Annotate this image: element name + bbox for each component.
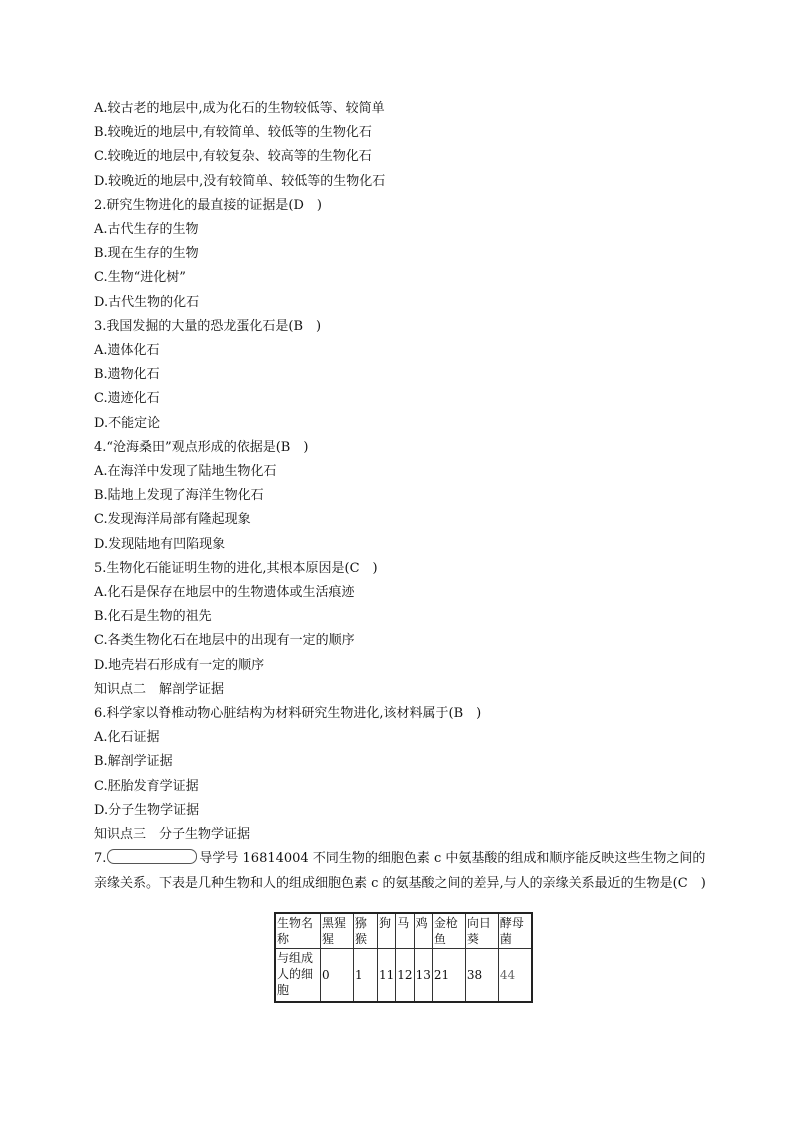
text-line: A.化石证据	[94, 730, 160, 746]
text-line: 6.科学家以脊椎动物心脏结构为材料研究生物进化,该材料属于(B )	[94, 706, 482, 722]
value-cell: 38	[465, 949, 498, 1003]
text-line: C.发现海洋局部有隆起现象	[94, 512, 251, 528]
text-line: B.解剖学证据	[94, 754, 173, 770]
text-line: D.地壳岩石形成有一定的顺序	[94, 657, 265, 673]
header-cell: 黑猩猩	[321, 913, 354, 949]
header-cell: 狗	[378, 913, 396, 949]
text-line: D.古代生物的化石	[94, 294, 200, 310]
question-lines	[94, 97, 714, 847]
text-line: B.陆地上发现了海洋生物化石	[94, 488, 264, 504]
text-line: C.生物“进化树”	[94, 270, 186, 286]
text-line: 知识点三 分子生物学证据	[94, 827, 251, 843]
text-line: C.胚胎发育学证据	[94, 778, 199, 794]
text-line: B.较晚近的地层中,有较简单、较低等的生物化石	[94, 125, 372, 141]
table-header-row	[275, 913, 532, 949]
text-line: A.化石是保存在地层中的生物遗体或生活痕迹	[94, 585, 355, 601]
header-cell: 向日葵	[465, 913, 498, 949]
text-line: D.不能定论	[94, 415, 161, 431]
value-cell: 0	[321, 949, 354, 1003]
value-cell: 12	[396, 949, 414, 1003]
text-line: 2.研究生物进化的最直接的证据是(D )	[94, 197, 322, 213]
text-line: B.遗物化石	[94, 367, 160, 383]
text-line: D.发现陆地有凹陷现象	[94, 536, 226, 552]
question-7-text: 导学号 16814004 不同生物的细胞色素 c 中氨基酸的组成和顺序能反映这些生物之间的亲缘关系。下表是几种生物和人的组成细胞色素 c 的氨基酸之间的差异,与人的亲缘关系最近的生物是(C )	[94, 851, 706, 891]
text-line: 5.生物化石能证明生物的进化,其根本原因是(C )	[94, 560, 378, 576]
text-line: 4.“沧海桑田”观点形成的依据是(B )	[94, 439, 309, 455]
header-cell: 酵母菌	[498, 913, 532, 949]
header-cell: 马	[396, 913, 414, 949]
text-line: D.分子生物学证据	[94, 802, 200, 818]
row-label-cell: 与组成人的细胞	[275, 949, 321, 1003]
logo-placeholder	[107, 849, 197, 864]
header-cell: 鸡	[414, 913, 432, 949]
text-line: C.较晚近的地层中,有较复杂、较高等的生物化石	[94, 149, 372, 165]
header-cell: 生物名称	[275, 913, 321, 949]
value-cell: 21	[432, 949, 465, 1003]
text-line: A.在海洋中发现了陆地生物化石	[94, 464, 277, 480]
text-line: C.各类生物化石在地层中的出现有一定的顺序	[94, 633, 355, 649]
text-line: 3.我国发掘的大量的恐龙蛋化石是(B )	[94, 318, 322, 334]
header-cell: 金枪鱼	[432, 913, 465, 949]
document-body	[94, 97, 714, 896]
question-7	[94, 847, 706, 895]
text-line: D.较晚近的地层中,没有较简单、较低等的生物化石	[94, 173, 386, 189]
text-line: A.遗体化石	[94, 343, 160, 359]
header-cell: 猕猴	[354, 913, 378, 949]
text-line: A.较古老的地层中,成为化石的生物较低等、较简单	[94, 101, 385, 116]
text-line: B.化石是生物的祖先	[94, 609, 212, 625]
cytochrome-c-table	[274, 912, 533, 1003]
text-line: A.古代生存的生物	[94, 222, 199, 238]
value-cell: 1	[354, 949, 378, 1003]
value-cell: 13	[414, 949, 432, 1003]
text-line: C.遗迹化石	[94, 391, 160, 407]
text-line: 知识点二 解剖学证据	[94, 681, 225, 697]
value-cell: 11	[378, 949, 396, 1003]
text-line: B.现在生存的生物	[94, 246, 199, 262]
value-cell: 44	[498, 949, 532, 1003]
question-7-number: 7.	[94, 851, 107, 867]
table-row	[275, 949, 532, 1003]
